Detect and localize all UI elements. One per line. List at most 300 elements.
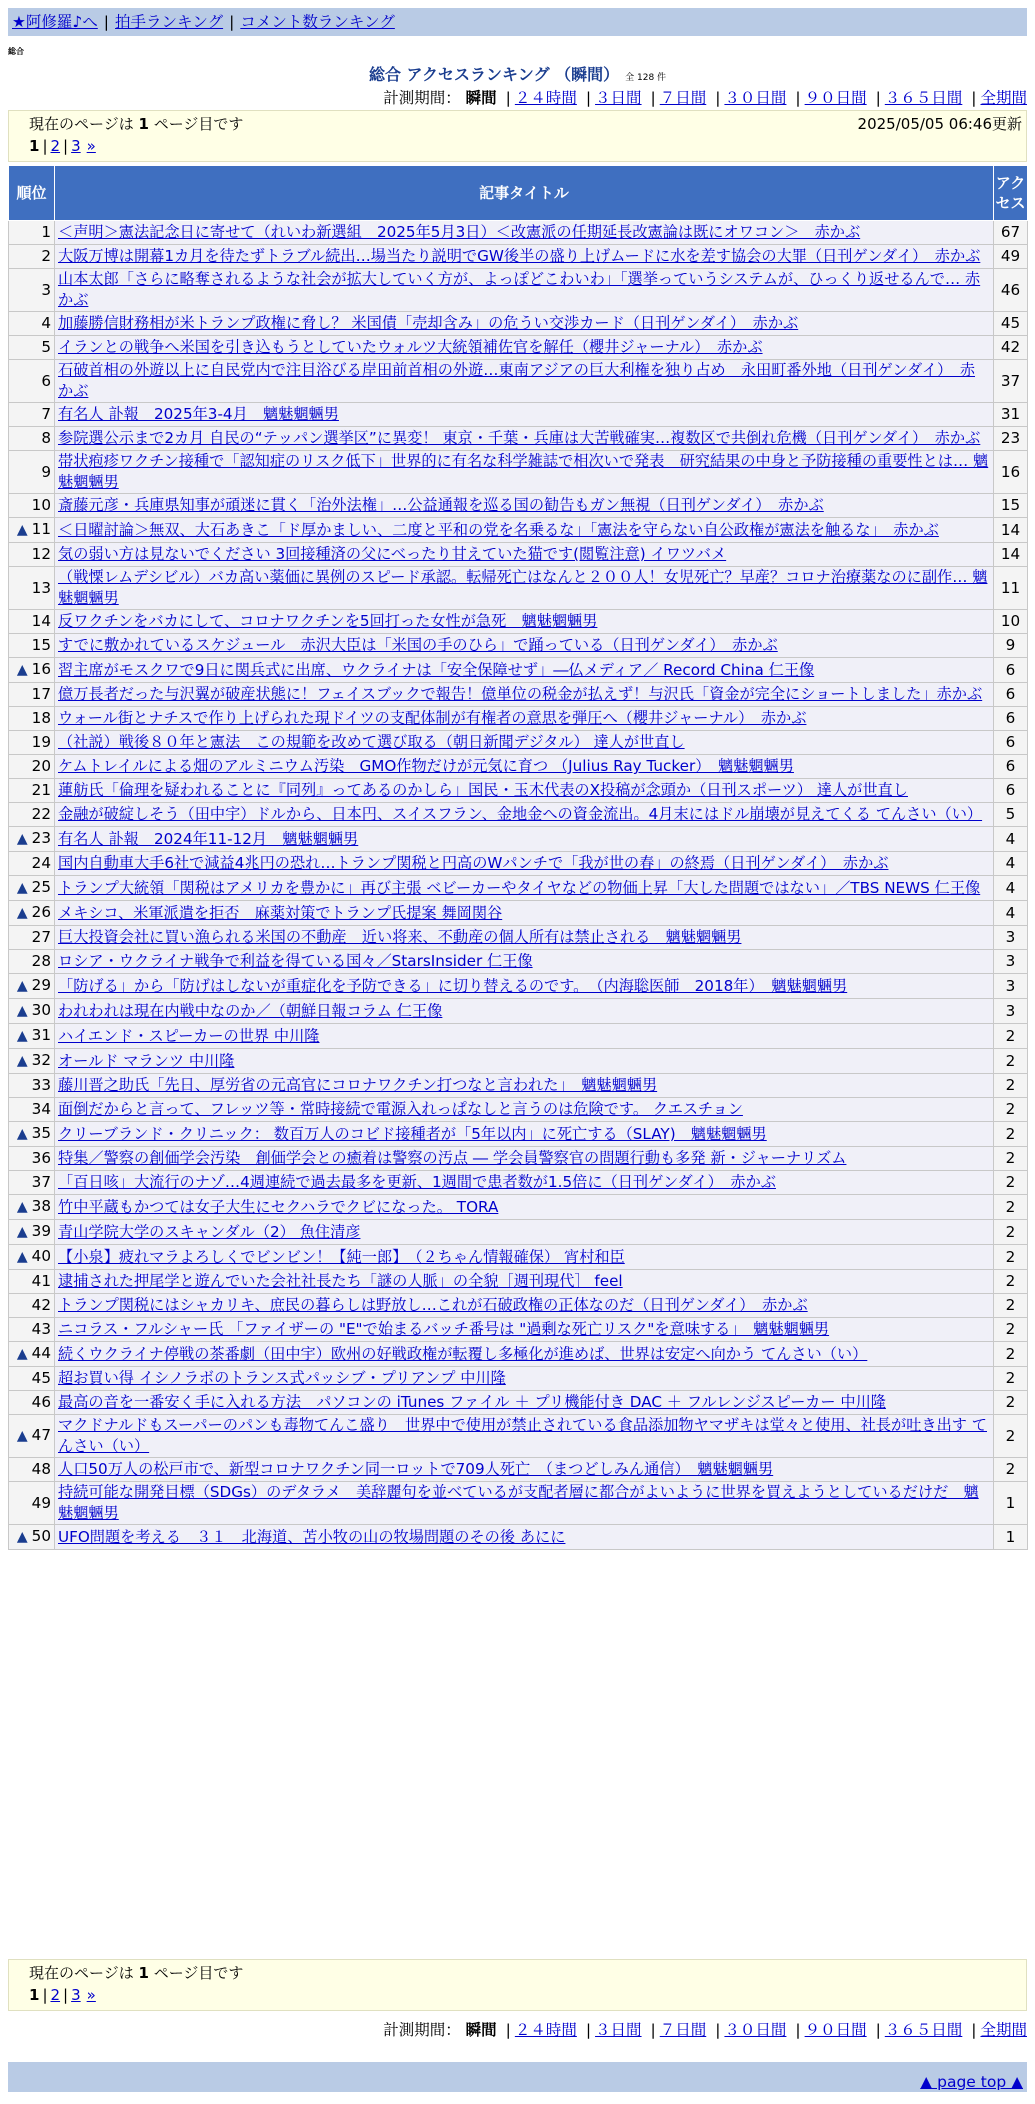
access-count: 6 (994, 731, 1028, 755)
period-3d[interactable]: ３日間 (595, 89, 642, 107)
table-row (9, 755, 1028, 779)
rank-cell (9, 731, 55, 755)
rank-number: 13 (31, 578, 51, 597)
access-count: 1 (994, 1482, 1028, 1525)
access-count: 15 (994, 494, 1028, 518)
rank-cell (9, 403, 55, 427)
article-link[interactable]: 金融が破綻しそう（田中宇）ドルから、日本円、スイスフラン、金地金への資金流出。4月末にはドル崩壊が見えてくる てんさい（い） (58, 805, 983, 823)
title-cell (55, 803, 994, 827)
access-count: 2 (994, 1074, 1028, 1098)
article-link[interactable]: （社説）戦後８０年と憲法 この規範を改めて選び取る（朝日新聞デジタル） 達人が世直し (58, 733, 685, 751)
bottom-bar (8, 2062, 1027, 2092)
rank-up-icon: ▲ (16, 1199, 28, 1215)
table-row (9, 312, 1028, 336)
article-link[interactable]: ニコラス・フルシャー氏 「ファイザーの "E"で始まるバッチ番号は "過剰な死亡リスク"を意味する」 魑魅魍魎男 (58, 1320, 830, 1338)
title-cell (55, 1367, 994, 1391)
pager-current: 1 (138, 1964, 149, 1982)
title-cell (55, 1342, 994, 1367)
table-row (9, 1147, 1028, 1171)
rank-up-icon: ▲ (16, 1529, 28, 1545)
table-row (9, 1482, 1028, 1525)
rank-number: 40 (31, 1247, 51, 1265)
article-link[interactable]: 帯状疱疹ワクチン接種で「認知症のリスク低下」世界的に有名な科学雑誌で相次いで発表 研究結果の中身と予防接種の重要性とは… 魑魅魍魎男 (58, 452, 989, 491)
article-link[interactable]: ウォール街とナチスで作り上げられた現ドイツの支配体制が有権者の意思を弾圧へ（櫻井ジャーナル） 赤かぶ (58, 709, 807, 727)
table-row (9, 1220, 1028, 1245)
table-row (9, 926, 1028, 950)
article-link[interactable]: 有名人 訃報 2024年11-12月 魑魅魍魎男 (58, 829, 359, 848)
rank-cell (9, 1318, 55, 1342)
access-count: 2 (994, 1220, 1028, 1245)
rank-up-icon: ▲ (16, 1249, 28, 1265)
access-count: 4 (994, 827, 1028, 852)
rank-cell (9, 683, 55, 707)
title-cell (55, 974, 994, 999)
rank-number: 47 (31, 1426, 51, 1444)
page-1: 1 (29, 137, 40, 155)
article-link[interactable]: すでに敷かれているスケジュール 赤沢大臣は「米国の手のひら」で踊っている（日刊ゲンダイ） 赤かぶ (58, 636, 778, 654)
rank-number: 9 (41, 462, 51, 481)
title-cell (55, 1294, 994, 1318)
rank-number: 17 (31, 685, 51, 703)
rank-cell (9, 926, 55, 950)
article-link[interactable]: 山本太郎「さらに略奪されるような社会が拡大していく方が、よっぽどこわいわ」「選挙っていうシステムが、ひっくり返せるんで… 赤かぶ (58, 270, 981, 309)
table-row (9, 1415, 1028, 1458)
rank-up-icon: ▲ (16, 880, 28, 896)
access-count: 45 (994, 312, 1028, 336)
table-row (9, 403, 1028, 427)
rank-number: 45 (31, 1369, 51, 1387)
rank-up-icon: ▲ (16, 662, 28, 678)
rank-number: 31 (31, 1026, 51, 1044)
page-2-link[interactable]: 2 (50, 1986, 61, 2004)
period-30d[interactable]: ３０日間 (724, 2021, 787, 2039)
rank-cell (9, 1525, 55, 1550)
period-90d[interactable]: ９０日間 (804, 2021, 867, 2039)
title-cell (55, 1195, 994, 1220)
access-count: 6 (994, 683, 1028, 707)
rank-cell (9, 1458, 55, 1482)
access-count: 2 (994, 1415, 1028, 1458)
rank-up-icon: ▲ (16, 1126, 28, 1142)
access-count: 5 (994, 803, 1028, 827)
title-cell (55, 1122, 994, 1147)
title-cell (55, 827, 994, 852)
title-cell (55, 950, 994, 974)
article-link[interactable]: ハイエンド・スピーカーの世界 中川隆 (58, 1026, 320, 1045)
title-cell (55, 707, 994, 731)
period-24h[interactable]: ２４時間 (514, 89, 577, 107)
article-link[interactable]: ロシア・ウクライナ戦争で利益を得ている国々／StarsInsider 仁王像 (58, 952, 533, 970)
title-cell (55, 567, 994, 610)
pager-suffix: ページ目です (153, 115, 244, 133)
table-row (9, 518, 1028, 543)
access-count: 4 (994, 852, 1028, 876)
rank-cell (9, 1195, 55, 1220)
header-title: 記事タイトル (55, 166, 994, 221)
rank-number: 7 (41, 405, 51, 423)
access-count: 31 (994, 403, 1028, 427)
rank-cell (9, 999, 55, 1024)
rank-number: 10 (31, 496, 51, 514)
rank-number: 22 (31, 805, 51, 823)
page-3-link[interactable]: 3 (71, 1986, 81, 2004)
page-3-link[interactable]: 3 (71, 137, 81, 155)
table-row (9, 610, 1028, 634)
rank-cell (9, 1415, 55, 1458)
access-count: 14 (994, 543, 1028, 567)
access-count: 2 (994, 1318, 1028, 1342)
article-link[interactable]: 石破首相の外遊以上に自民党内で注目浴びる岸田前首相の外遊…東南アジアの巨大利権を独り占め 永田町番外地（日刊ゲンダイ） 赤かぶ (58, 361, 976, 400)
article-link[interactable]: 加藤勝信財務相が米トランプ政権に脅し？ 米国債「売却含み」の危うい交渉カード（日刊ゲンダイ） 赤かぶ (58, 314, 799, 332)
pager-prefix: 現在のページは (29, 115, 134, 133)
table-row (9, 1318, 1028, 1342)
rank-number: 38 (31, 1197, 51, 1215)
ranking-table-body (9, 221, 1028, 1550)
title-cell (55, 901, 994, 926)
title-cell (55, 1415, 994, 1458)
rank-number: 41 (31, 1272, 51, 1290)
period-7d[interactable]: ７日間 (659, 2021, 707, 2039)
title-cell (55, 1270, 994, 1294)
title-cell (55, 779, 994, 803)
access-count: 2 (994, 1147, 1028, 1171)
table-row (9, 1525, 1028, 1550)
period-90d[interactable]: ９０日間 (804, 89, 867, 107)
rank-number: 43 (31, 1320, 51, 1338)
rank-number: 14 (31, 612, 51, 630)
article-link[interactable]: メキシコ、米軍派遣を拒否 麻薬対策でトランプ氏提案 舞岡関谷 (58, 903, 503, 922)
rank-cell (9, 336, 55, 360)
article-link[interactable]: 参院選公示まで2カ月 自民の“テッパン選挙区”に異変！ 東京・千葉・兵庫は大苦戦確実…複数区で共倒れ危機（日刊ゲンダイ） 赤かぶ (58, 429, 981, 447)
access-count: 2 (994, 1195, 1028, 1220)
period-7d[interactable]: ７日間 (659, 89, 707, 107)
rank-cell (9, 518, 55, 543)
rank-number: 3 (41, 280, 51, 299)
rank-cell (9, 755, 55, 779)
table-row (9, 360, 1028, 403)
title-cell (55, 403, 994, 427)
home-link[interactable]: ★阿修羅♪へ (12, 13, 98, 31)
article-link[interactable]: ＜日曜討論＞無双、大石あきこ「ド厚かましい、二度と平和の党を名乗るな」「憲法を守らない自公政権が憲法を触るな」 赤かぶ (58, 520, 939, 539)
article-link[interactable]: われわれは現在内戦中なのか／（朝鮮日報コラム 仁王像 (58, 1001, 443, 1020)
rank-up-icon: ▲ (16, 1224, 28, 1240)
table-row (9, 567, 1028, 610)
pager-prefix: 現在のページは (29, 1964, 134, 1982)
rank-number: 44 (31, 1344, 51, 1362)
table-row (9, 427, 1028, 451)
access-count: 6 (994, 658, 1028, 683)
access-count: 6 (994, 707, 1028, 731)
period-365d[interactable]: ３６５日間 (884, 89, 963, 107)
title-cell (55, 999, 994, 1024)
header-access: アクセス (994, 166, 1028, 221)
article-link[interactable]: 竹中平蔵もかつては女子大生にセクハラでクビになった。 TORA (58, 1197, 499, 1216)
rank-number: 50 (31, 1527, 51, 1545)
next-page-link[interactable]: » (86, 1986, 96, 2004)
table-row (9, 827, 1028, 852)
access-count: 3 (994, 999, 1028, 1024)
title-cell (55, 683, 994, 707)
title-cell (55, 1220, 994, 1245)
table-row (9, 950, 1028, 974)
table-row (9, 1367, 1028, 1391)
table-row (9, 999, 1028, 1024)
page-1: 1 (29, 1986, 40, 2004)
rank-number: 30 (31, 1001, 51, 1019)
rank-number: 35 (31, 1124, 51, 1142)
rank-up-icon: ▲ (16, 1428, 28, 1444)
article-link[interactable]: ケムトレイルによる畑のアルミニウム汚染 GMO作物だけが元気に育つ （Julius Ray Tucker） 魑魅魍魎男 (58, 757, 794, 775)
period-24h[interactable]: ２４時間 (514, 2021, 577, 2039)
rank-up-icon: ▲ (16, 905, 28, 921)
rank-number: 20 (31, 757, 51, 775)
access-count: 14 (994, 518, 1028, 543)
rank-number: 6 (41, 371, 51, 390)
rank-cell (9, 567, 55, 610)
access-count: 23 (994, 427, 1028, 451)
table-row (9, 683, 1028, 707)
period-all[interactable]: 全期間 (980, 89, 1027, 107)
access-count: 10 (994, 610, 1028, 634)
rank-cell (9, 1049, 55, 1074)
rank-number: 24 (31, 854, 51, 872)
rank-number: 23 (31, 829, 51, 847)
title-cell (55, 336, 994, 360)
article-link[interactable]: 国内自動車大手6社で減益4兆円の恐れ…トランプ関税と円高のWパンチで「我が世の春」の終焉（日刊ゲンダイ） 赤かぶ (58, 854, 889, 872)
article-link[interactable]: 反ワクチンをバカにして、コロナワクチンを5回打った女性が急死 魑魅魍魎男 (58, 612, 598, 630)
article-link[interactable]: 人口50万人の松戸市で、新型コロナワクチン同一ロットで709人死亡 （まつどしみん通信） 魑魅魍魎男 (58, 1460, 774, 1478)
title-cell (55, 1147, 994, 1171)
rank-number: 29 (31, 976, 51, 994)
table-row (9, 876, 1028, 901)
rank-cell (9, 1171, 55, 1195)
table-row (9, 1098, 1028, 1122)
period-active: 瞬間 (465, 2021, 497, 2039)
title-cell (55, 1525, 994, 1550)
access-count: 4 (994, 876, 1028, 901)
title-cell (55, 451, 994, 494)
access-count: 2 (994, 1171, 1028, 1195)
table-row (9, 1458, 1028, 1482)
rank-number: 25 (31, 878, 51, 896)
access-count: 49 (994, 245, 1028, 269)
rank-number: 26 (31, 903, 51, 921)
article-link[interactable]: ＜声明＞憲法記念日に寄せて（れいわ新選組 2025年5月3日）＜改憲派の任期延長改憲論は既にオワコン＞ 赤かぶ (58, 223, 861, 241)
table-row (9, 221, 1028, 245)
period-30d[interactable]: ３０日間 (724, 89, 787, 107)
table-row (9, 336, 1028, 360)
rank-cell (9, 1147, 55, 1171)
rank-cell (9, 1074, 55, 1098)
article-link[interactable]: イランとの戦争へ米国を引き込もうとしていたウォルツ大統領補佐官を解任（櫻井ジャーナル） 赤かぶ (58, 338, 763, 356)
article-link[interactable]: 【小泉】疲れマラよろしくでビンビン！【純一郎】 （２ちゃん情報確保） 宵村和臣 (58, 1247, 625, 1266)
rank-number: 15 (31, 636, 51, 654)
period-selector-top: 計測期間： 瞬間 | ２４時間 | ３日間 | ７日間 | ３０日間 | ９０日間 | ３６５日間 | 全期間 (383, 89, 1027, 107)
title-cell (55, 1458, 994, 1482)
article-link[interactable]: UFO問題を考える ３１ 北海道、苫小牧の山の牧場問題のその後 あにに (58, 1527, 566, 1546)
table-row (9, 494, 1028, 518)
rank-number: 28 (31, 952, 51, 970)
rank-cell (9, 312, 55, 336)
rank-number: 2 (41, 247, 51, 265)
title-cell (55, 543, 994, 567)
article-link[interactable]: 特集／警察の創価学会汚染 創価学会との癒着は警察の汚点 ― 学会員警察官の問題行動も多発 新・ジャーナリズム (58, 1149, 847, 1167)
article-link[interactable]: トランプ関税にはシャカリキ、庶民の暮らしは野放し…これが石破政権の正体なのだ（日刊ゲンダイ） 赤かぶ (58, 1296, 808, 1314)
article-link[interactable]: （戦慄レムデシビル）バカ高い薬価に異例のスピード承認。転帰死亡はなんと２００人！女児死亡？早産？コロナ治療薬なのに副作… 魑魅魍魎男 (58, 568, 988, 607)
article-link[interactable]: マクドナルドもスーパーのパンも毒物てんこ盛り 世界中で使用が禁止されている食品添加物ヤマザキは堂々と使用、社長が吐き出す てんさい（い） (58, 1416, 987, 1455)
access-count: 42 (994, 336, 1028, 360)
title-cell (55, 1245, 994, 1270)
title-cell (55, 610, 994, 634)
article-link[interactable]: 続くウクライナ停戦の茶番劇（田中宇）欧州の好戦政権が転覆し多極化が進めば、世界は安定へ向かう てんさい（い） (58, 1344, 868, 1363)
article-link[interactable]: 習主席がモスクワで9日に関兵式に出席、ウクライナは「安全保障せず」―仏メディア／ Record China 仁王像 (58, 660, 815, 679)
title-cell (55, 494, 994, 518)
table-row (9, 707, 1028, 731)
period-active: 瞬間 (465, 89, 497, 107)
period-all[interactable]: 全期間 (980, 2021, 1027, 2039)
rank-cell (9, 1294, 55, 1318)
page-title (0, 62, 1035, 85)
rank-up-icon: ▲ (16, 831, 28, 847)
table-row (9, 1195, 1028, 1220)
title-cell (55, 1074, 994, 1098)
table-row (9, 779, 1028, 803)
article-link[interactable]: 「防げる」から「防げはしないが重症化を予防できる」に切り替えるのです。 （内海聡医師 2018年） 魑魅魍魎男 (58, 976, 848, 995)
rank-number: 33 (31, 1076, 51, 1094)
next-page-link[interactable]: » (86, 137, 96, 155)
table-row (9, 1391, 1028, 1415)
article-link[interactable]: 億万長者だった与沢翼が破産状態に！フェイスブックで報告！億単位の税金が払えず！与沢氏「資金が完全にショートしました」赤かぶ (58, 685, 983, 703)
title-cell (55, 427, 994, 451)
top-nav-bar: ★阿修羅♪へ | 拍手ランキング | コメント数ランキング (8, 8, 1027, 36)
table-row (9, 1122, 1028, 1147)
table-row (9, 1074, 1028, 1098)
access-count: 6 (994, 755, 1028, 779)
rank-number: 36 (31, 1149, 51, 1167)
table-row (9, 803, 1028, 827)
article-link[interactable]: 藤川晋之助氏「先日、厚労省の元高官にコロナワクチン打つなと言われた」 魑魅魍魎男 (58, 1076, 658, 1094)
title-cell (55, 1098, 994, 1122)
rank-number: 42 (31, 1296, 51, 1314)
article-link[interactable]: 最高の音を一番安く手に入れる方法 パソコンの iTunes ファイル ＋ プリ機能付き DAC ＋ フルレンジスピーカー 中川隆 (58, 1393, 886, 1411)
comment-ranking-link[interactable]: コメント数ランキング (240, 13, 395, 31)
title-cell (55, 518, 994, 543)
rank-cell (9, 803, 55, 827)
table-row (9, 852, 1028, 876)
rank-number: 19 (31, 733, 51, 751)
applause-ranking-link[interactable]: 拍手ランキング (115, 13, 224, 31)
article-link[interactable]: 持続可能な開発目標（SDGs）のデタラメ 美辞麗句を並べているが支配者層に都合がよいように世界を買えようとしているだけだ 魑魅魍魎男 (58, 1483, 979, 1522)
rank-cell (9, 1342, 55, 1367)
title-cell (55, 1391, 994, 1415)
article-link[interactable]: 有名人 訃報 2025年3-4月 魑魅魍魎男 (58, 405, 339, 423)
article-link[interactable]: 蓮舫氏「倫理を疑われることに『同列』ってあるのかしら」国民・玉木代表のX投稿が念頭か（日刊スポーツ） 達人が世直し (58, 781, 908, 799)
table-row (9, 1294, 1028, 1318)
title-cell (55, 658, 994, 683)
pager-current: 1 (138, 115, 149, 133)
table-row (9, 1049, 1028, 1074)
title-cell (55, 269, 994, 312)
rank-cell (9, 1482, 55, 1525)
rank-number: 21 (31, 781, 51, 799)
period-label: 計測期間： (383, 2021, 461, 2039)
rank-cell (9, 1220, 55, 1245)
article-link[interactable]: 巨大投資会社に買い漁られる米国の不動産 近い将来、不動産の個人所有は禁止される 魑魅魍魎男 (58, 928, 742, 946)
section-label: 総合 (8, 47, 24, 56)
article-link[interactable]: 青山学院大学のスキャンダル（2） 魚住清彦 (58, 1222, 361, 1241)
rank-up-icon: ▲ (16, 1346, 28, 1362)
article-link[interactable]: 逮捕された押尾学と遊んでいた会社社長たち「謎の人脈」の全貌［週刊現代］ feel (58, 1272, 623, 1290)
access-count: 2 (994, 1049, 1028, 1074)
article-link[interactable]: 気の弱い方は見ないでください 3回接種済の父にべったり甘えていた猫です(閲覧注意) イワツバメ (58, 545, 727, 563)
pager-suffix: ページ目です (153, 1964, 244, 1982)
rank-number: 39 (31, 1222, 51, 1240)
table-row (9, 1342, 1028, 1367)
rank-cell (9, 360, 55, 403)
rank-number: 46 (31, 1393, 51, 1411)
access-count: 3 (994, 974, 1028, 999)
article-link[interactable]: 面倒だからと言って、フレッツ等・常時接続で電源入れっぱなしと言うのは危険です。 クエスチョン (58, 1100, 743, 1118)
rank-cell (9, 827, 55, 852)
rank-cell (9, 779, 55, 803)
article-link[interactable]: トランプ大統領「関税はアメリカを豊かに」再び主張 ベビーカーやタイヤなどの物価上昇「大した問題ではない」／TBS NEWS 仁王像 (58, 878, 981, 897)
article-link[interactable]: 超お買い得 イシノラボのトランス式パッシブ・プリアンプ 中川隆 (58, 1369, 506, 1387)
table-row (9, 269, 1028, 312)
access-count: 2 (994, 1245, 1028, 1270)
rank-cell (9, 610, 55, 634)
access-count: 1 (994, 1525, 1028, 1550)
access-count: 2 (994, 1024, 1028, 1049)
article-link[interactable]: 「百日咳」大流行のナゾ…4週連続で過去最多を更新、1週間で患者数が1.5倍に（日刊ゲンダイ） 赤かぶ (58, 1173, 776, 1191)
article-link[interactable]: 大阪万博は開幕1カ月を待たずトラブル続出…場当たり説明でGW後半の盛り上げムードに水を差す協会の大罪（日刊ゲンダイ） 赤かぶ (58, 247, 981, 265)
article-link[interactable]: 斎藤元彦・兵庫県知事が頑迷に貫く「治外法権」…公益通報を巡る国の勧告もガン無視（日刊ゲンダイ） 赤かぶ (58, 496, 824, 514)
rank-cell (9, 245, 55, 269)
rank-number: 5 (41, 338, 51, 356)
access-count: 6 (994, 779, 1028, 803)
table-row (9, 451, 1028, 494)
table-row (9, 543, 1028, 567)
rank-number: 34 (31, 1100, 51, 1118)
rank-number: 4 (41, 314, 51, 332)
rank-number: 49 (31, 1493, 51, 1512)
period-365d[interactable]: ３６５日間 (884, 2021, 963, 2039)
rank-cell (9, 876, 55, 901)
table-row (9, 634, 1028, 658)
page-top-link[interactable]: ▲ page top ▲ (920, 2073, 1023, 2091)
rank-cell (9, 1270, 55, 1294)
table-row (9, 1024, 1028, 1049)
rank-up-icon: ▲ (16, 522, 28, 538)
rank-cell (9, 269, 55, 312)
rank-cell (9, 950, 55, 974)
page-2-link[interactable]: 2 (50, 137, 61, 155)
title-cell (55, 852, 994, 876)
article-link[interactable]: オールド マランツ 中川隆 (58, 1051, 235, 1070)
rank-up-icon: ▲ (16, 978, 28, 994)
title-cell (55, 1482, 994, 1525)
header-rank: 順位 (9, 166, 55, 221)
access-count: 4 (994, 901, 1028, 926)
rank-number: 18 (31, 709, 51, 727)
title-cell (55, 1171, 994, 1195)
title-cell (55, 1318, 994, 1342)
access-count: 2 (994, 1122, 1028, 1147)
period-selector-bottom: 計測期間： 瞬間 | ２４時間 | ３日間 | ７日間 | ３０日間 | ９０日間 | ３６５日間 | 全期間 (383, 2021, 1027, 2039)
title-cell (55, 312, 994, 336)
title-cell (55, 731, 994, 755)
period-3d[interactable]: ３日間 (595, 2021, 642, 2039)
article-link[interactable]: クリーブランド・クリニック： 数百万人のコビド接種者が「5年以内」に死亡する（SLAY) 魑魅魍魎男 (58, 1124, 767, 1143)
